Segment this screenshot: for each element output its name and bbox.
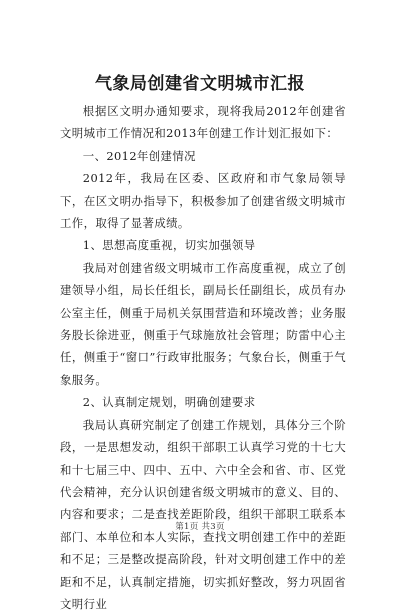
planning-paragraph: 我局认真研究制定了创建工作规划，具体分三个阶段，一是思想发动，组织干部职工认真学习党的十七大和十七届三中、四中、五中、六中全会和省、市、区党代会精神，充分认识创建省级文明城市的意义、目的、内容和要求；二是查找差距阶段，组织干部职工联系本部门、本单位和本人实际，查找文明创建工作中的差距和不足；三是整改提高阶段，针对文明创建工作中的差距和不足，认真制定措施，切实抓好整改，努力巩固省文明行业 bbox=[60, 417, 346, 611]
page-number-footer: 第1页 共3页 bbox=[175, 522, 225, 532]
subheading-planning: 2、认真制定规划，明确创建要求 bbox=[82, 395, 256, 410]
subheading-leadership: 1、思想高度重视，切实加强领导 bbox=[82, 238, 256, 253]
document-title: 气象局创建省文明城市汇报 bbox=[95, 74, 305, 94]
section-heading-2012: 一、2012年创建情况 bbox=[82, 148, 196, 163]
document-body bbox=[60, 100, 346, 615]
intro-paragraph: 根据区文明办通知要求，现将我局2012年创建省文明城市工作情况和2013年创建工作计划汇报如下： bbox=[60, 104, 346, 141]
summary-paragraph: 2012年，我局在区委、区政府和市气象局领导下，在区文明办指导下，积极参加了创建省级文明城市工作，取得了显著成绩。 bbox=[60, 171, 346, 231]
leadership-paragraph: 我局对创建省级文明城市工作高度重视，成立了创建领导小组，局长任组长，副局长任副组长，成员有办公室主任，侧重于局机关氛围营造和环境改善；业务服务股长徐进亚，侧重于气球施放社会管理；防雷中心主任，侧重于“窗口”行政审批服务；气象台长，侧重于气象服务。 bbox=[60, 260, 346, 387]
